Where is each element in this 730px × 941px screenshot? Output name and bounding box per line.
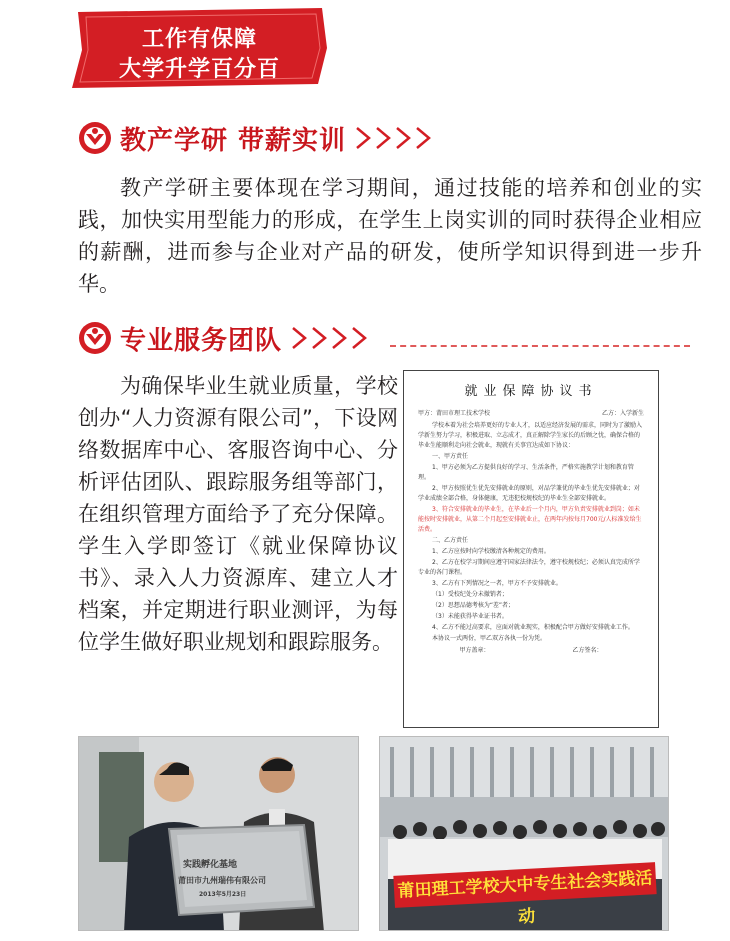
badge-icon — [78, 321, 112, 355]
agreement-document — [403, 370, 659, 728]
agreement-b3-2: （2）思想品德考核为“差”者； — [432, 602, 515, 609]
agreement-signatures — [418, 646, 644, 656]
agreement-intro: 学校本着为社会培养更好的专业人才，以适应经济发展的需求，同时为了激励入学新生努力学习，积极进取、立志成才，真正解除学生家长的后顾之忧，确保合格的毕业生能顺利走向社会就业，现就有关事宜达成如下协议： — [418, 422, 643, 449]
chevron-arrows-icon — [354, 125, 434, 151]
plaque-line-1: 实践孵化基地 — [183, 860, 238, 870]
agreement-title: 就业保障协议书 — [464, 384, 598, 399]
agreement-b3-3: （3）未能获得毕业证书者。 — [432, 613, 508, 620]
section2-paragraph: 为确保毕业生就业质量，学校创办“人力资源有限公司”，下设网络数据库中心、客服咨询中心、分析评估团队、跟踪服务组等部门，在组织管理方面给予了充分保障。学生入学即签订《就业保障协议书》、录入人力资源库、建立人才档案，并定期进行职业测评，为每位学生做好职业规划和跟踪服务。 — [78, 374, 398, 654]
dashed-divider — [390, 345, 690, 347]
agreement-a2: 2、甲方按照优生优先安排就业的原则，对品学兼优的毕业生优先安排就业；对学业成绩全部合格，身体健康，无违犯校规校纪的毕业生全部安排就业。 — [418, 485, 640, 502]
banner-line-2: 大学升学百分百 — [118, 57, 280, 82]
agreement-b4: 4、乙方不能过高要求，应面对就业现实，积极配合甲方做好安排就业工作。 — [432, 624, 634, 631]
agreement-a3: 3、符合安排就业的毕业生，在毕业后一个月内，甲方负责安排就业到岗；如未能按时安排就业，从第二个月起至安排就业止，在两年内按每月700元/人标准发给生活费。 — [418, 506, 642, 533]
agreement-a-heading: 一、甲方责任 — [432, 453, 469, 460]
top-banner — [72, 8, 327, 88]
section1-paragraph: 教产学研主要体现在学习期间，通过技能的培养和创业的实践，加快实用型能力的形成，在学生上岗实训的同时获得企业相应的薪酬，进而参与企业对产品的研发，使所学知识得到进一步升华。 — [78, 176, 702, 296]
photo-plaque-presentation — [78, 736, 359, 931]
sign-b: 乙方签名： — [572, 647, 603, 654]
party-b: 乙方：入学新生 — [601, 410, 644, 417]
section2-title: 专业服务团队 — [120, 325, 283, 356]
agreement-b3: 3、乙方有下列情况之一者，甲方不予安排就业。 — [432, 580, 562, 587]
plaque-line-2: 莆田市九州瑞伟有限公司 — [178, 876, 266, 885]
agreement-b-heading: 二、乙方责任 — [432, 537, 469, 544]
chevron-arrows-icon — [290, 325, 370, 351]
section1-title: 教产学研 带薪实训 — [120, 125, 347, 156]
agreement-b1: 1、乙方应按时向学校缴清各种规定的费用。 — [432, 548, 550, 555]
sign-a: 甲方盖章： — [459, 647, 490, 654]
agreement-a1: 1、甲方必须为乙方提供良好的学习、生活条件，严格实施教学计划和教育管理。 — [418, 464, 634, 481]
agreement-b2: 2、乙方在校学习期间应遵守国家法律法令，遵守校规校纪；必须认真完成所学专业的各门课程。 — [418, 559, 640, 576]
banner-line-1: 工作有保障 — [141, 27, 257, 52]
agreement-parties — [418, 409, 644, 419]
photo-group-activity — [379, 736, 669, 931]
agreement-closing: 本协议一式两份，甲乙双方各执一份为凭。 — [432, 635, 547, 642]
agreement-b3-1: （1）受校纪处分未撤销者； — [432, 591, 508, 598]
activity-banner: 莆田理工学校大中专生社会实践活动 — [393, 862, 656, 908]
plaque-line-3: 2013年5月23日 — [199, 891, 247, 898]
badge-icon — [78, 121, 112, 155]
section1-heading — [78, 118, 434, 158]
section2-heading — [78, 318, 370, 358]
party-a: 甲方：莆田市理工技术学校 — [418, 410, 491, 417]
